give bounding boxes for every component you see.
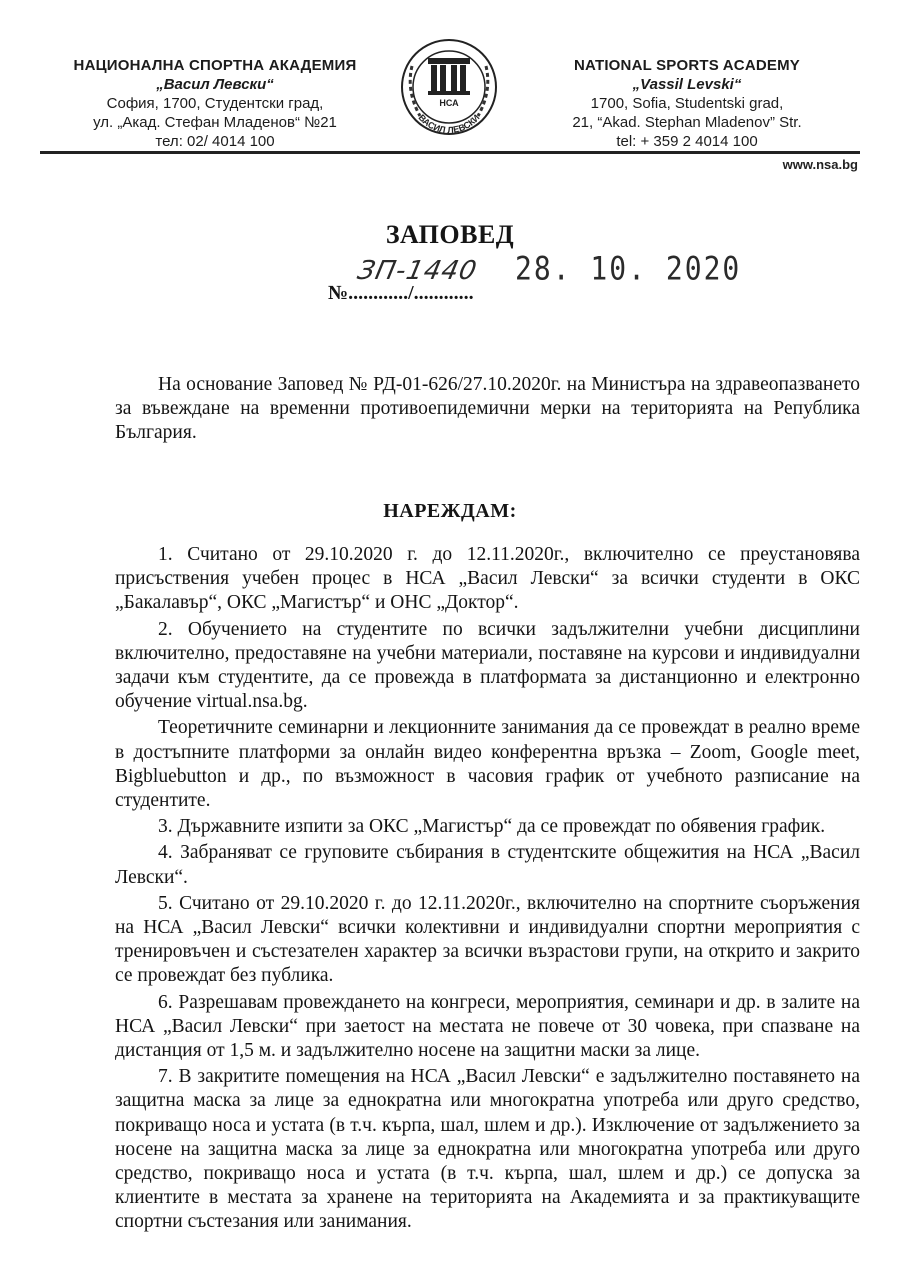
date-stamp: 28. 10. 2020 [515, 249, 742, 288]
order-item-3: 3. Държавните изпити за ОКС „Магистър“ да се провеждат по обявения график. [158, 816, 826, 838]
header-left-block [50, 56, 380, 151]
order-item-1: 1. Считано от 29.10.2020 г. до 12.11.2020г., включително се преустановява присъствения учебен процес в НСА „Васил Левски“ за всички студенти в ОКС „Бакалавър“, ОКС „Магистър“ и ОНС „Доктор“. [115, 544, 860, 614]
order-items [115, 543, 860, 1237]
document-title: ЗАПОВЕД [385, 220, 515, 249]
intro-section [115, 373, 860, 446]
logo-abbreviation: НСА [439, 98, 459, 108]
institution-name-en: NATIONAL SPORTS ACADEMY [574, 57, 800, 74]
institution-name-bg: НАЦИОНАЛНА СПОРТНА АКАДЕМИЯ [73, 57, 357, 74]
order-item-5: 5. Считано от 29.10.2020 г. до 12.11.2020г., включително на спортните съоръжения на НСА „Васил Левски“ всички колективни и индивидуални спортни мероприятия с тренировъчен и състезателен характер за всички възрастови групи, на открито и закрито се провеждат без публика. [115, 892, 860, 987]
address-line-1-en: 1700, Sofia, Studentski grad, [590, 95, 784, 112]
order-item-2: 2. Обучението на студентите по всички задължителни учебни дисциплини включително, предоставяне на учебни материали, поставяне на курсови и индивидуални задачи към студентите, да се провежда в платформата за дистанционно и електронно обучение virtual.nsa.bg. [115, 618, 860, 713]
intro-paragraph: На основание Заповед № РД-01-626/27.10.2020г. на Министъра на здравеопазването за въвеждане на временни противоепидемични мерки на територията на Република България. [115, 374, 860, 444]
ordered-heading: НАРЕЖДАМ: [383, 500, 517, 522]
order-item-7: 7. В закритите помещения на НСА „Васил Левски“ е задължително поставянето на защитна маска за лице за еднократна или многократна употреба или друго средство, покриващо носа и устата (в т.ч. кърпа, шал, шлем и др.). Изключение от задължението за носене на защитна маска за лице за еднократна или многократна употреба или друго средство, покриващо носа и устата (в т.ч. кърпа, шал, шлем и др.) се допуска за клиентите в местата за хранене на територията на Академията и за практикуващите спортни състезания или занимания. [115, 1066, 860, 1233]
order-item-4: 4. Забраняват се груповите събирания в студентските общежития на НСА „Васил Левски“. [115, 842, 860, 888]
institution-subtitle-bg: „Васил Левски“ [156, 76, 274, 93]
academy-logo [398, 36, 500, 138]
phone-bg: тел: 02/ 4014 100 [155, 133, 275, 150]
header-right-block [522, 56, 852, 151]
phone-en: tel: + 359 2 4014 100 [616, 133, 758, 150]
address-line-2-bg: ул. „Акад. Стефан Младенов“ №21 [93, 114, 337, 131]
logo-ring-text: ВАСИЛ ЛЕВСКИ [416, 112, 482, 136]
institution-subtitle-en: „Vassil Levski“ [632, 76, 742, 93]
order-item-6: 6. Разрешавам провеждането на конгреси, мероприятия, семинари и др. в залите на НСА „Васил Левски“ при заетост на местата не повече от 30 човека, при спазване на дистанция от 1,5 м. и задължително носене на защитни маски за лице. [115, 991, 860, 1062]
address-line-2-en: 21, “Akad. Stephan Mladenov” Str. [572, 114, 802, 131]
address-line-1-bg: София, 1700, Студентски град, [106, 95, 324, 112]
handwritten-order-number: ЗП-1440 [354, 256, 480, 286]
order-item-2-continuation: Теоретичните семинарни и лекционните занимания да се провеждат в реално време в достъпните платформи за онлайн видео конферентна връзка – Zoom, Google meet, Bigbluebutton и др., по възможност в часовия график от учебното разписание на студентите. [115, 717, 860, 812]
svg-text:ВАСИЛ ЛЕВСКИ [417, 113, 482, 136]
order-number-line: №............/............ [328, 282, 474, 304]
website-url: www.nsa.bg [782, 157, 858, 172]
header-divider [40, 151, 860, 154]
